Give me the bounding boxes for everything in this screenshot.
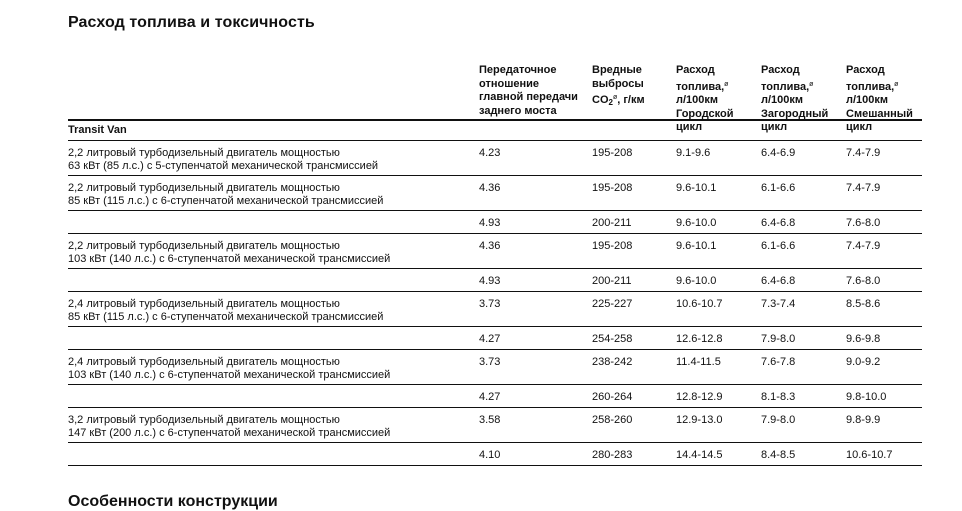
engine-description-line1: 2,4 литровый турбодизельный двигатель мощностью [68, 298, 340, 310]
row-divider [68, 442, 922, 443]
row-divider [68, 465, 922, 466]
header-co2-main: Вредные выбросы CO [592, 64, 644, 107]
header-gear-ratio-text: Передаточное отношение главной передачи заднего моста [479, 64, 578, 117]
table-cell-mixed: 7.4-7.9 [846, 182, 881, 194]
header-co2-sub: 2 [608, 98, 613, 108]
table-cell-urban: 9.6-10.1 [676, 240, 717, 252]
header-extra-a: Расход топлива, [761, 64, 810, 93]
row-divider [68, 210, 922, 211]
header-urban-sup: ø [724, 80, 729, 88]
table-cell-co2: 200-211 [592, 275, 632, 287]
row-divider [68, 268, 922, 269]
table-cell-ratio: 4.36 [479, 240, 501, 252]
row-divider [68, 233, 922, 234]
table-cell-urban: 14.4-14.5 [676, 449, 723, 461]
engine-description-line2: 147 кВт (200 л.с.) с 6-ступенчатой механической трансмиссией [68, 427, 391, 439]
table-cell-ratio: 3.73 [479, 356, 501, 368]
header-extra-sup: ø [809, 80, 814, 88]
table-cell-mixed: 7.4-7.9 [846, 147, 881, 159]
table-cell-extra: 8.1-8.3 [761, 391, 796, 403]
table-cell-urban: 11.4-11.5 [676, 356, 721, 368]
table-cell-mixed: 10.6-10.7 [846, 449, 893, 461]
table-cell-urban: 9.1-9.6 [676, 147, 711, 159]
row-divider [68, 407, 922, 408]
row-divider [68, 175, 922, 176]
section-divider [68, 140, 922, 141]
table-cell-co2: 260-264 [592, 391, 633, 403]
engine-description-line1: 3,2 литровый турбодизельный двигатель мощностью [68, 414, 340, 426]
header-mixed-b: л/100км Смешанный цикл [846, 94, 913, 134]
row-divider [68, 349, 922, 350]
header-mixed-a: Расход топлива, [846, 64, 895, 93]
engine-description-line1: 2,4 литровый турбодизельный двигатель мощностью [68, 356, 340, 368]
table-cell-urban: 9.6-10.0 [676, 217, 717, 229]
section-label: Transit Van [68, 124, 127, 136]
table-cell-co2: 195-208 [592, 147, 633, 159]
table-cell-urban: 9.6-10.1 [676, 182, 717, 194]
table-cell-extra: 8.4-8.5 [761, 449, 796, 461]
table-cell-urban: 12.8-12.9 [676, 391, 723, 403]
engine-description-line1: 2,2 литровый турбодизельный двигатель мощностью [68, 240, 340, 252]
table-cell-extra: 6.4-6.8 [761, 217, 796, 229]
table-cell-ratio: 4.93 [479, 275, 501, 287]
table-cell-co2: 200-211 [592, 217, 632, 229]
header-divider [68, 119, 922, 121]
row-divider [68, 384, 922, 385]
engine-description-line2: 85 кВт (115 л.с.) с 6-ступенчатой механической трансмиссией [68, 195, 384, 207]
row-divider [68, 291, 922, 292]
header-urban-b: л/100км Городской цикл [676, 94, 734, 134]
table-cell-co2: 258-260 [592, 414, 633, 426]
table-cell-extra: 7.9-8.0 [761, 414, 796, 426]
header-co2-sup: ø [612, 94, 618, 102]
table-cell-mixed: 9.6-9.8 [846, 333, 881, 345]
table-cell-extra: 6.1-6.6 [761, 240, 796, 252]
table-cell-co2: 195-208 [592, 182, 633, 194]
table-cell-ratio: 3.58 [479, 414, 501, 426]
table-cell-ratio: 3.73 [479, 298, 501, 310]
table-cell-extra: 7.6-7.8 [761, 356, 796, 368]
table-cell-urban: 12.9-13.0 [676, 414, 723, 426]
table-cell-extra: 6.4-6.8 [761, 275, 796, 287]
engine-description-line2: 103 кВт (140 л.с.) с 6-ступенчатой механической трансмиссией [68, 253, 391, 265]
header-co2 [592, 51, 662, 110]
table-cell-ratio: 4.36 [479, 182, 501, 194]
table-cell-co2: 254-258 [592, 333, 633, 345]
table-cell-ratio: 4.10 [479, 449, 501, 461]
engine-description-line1: 2,2 литровый турбодизельный двигатель мощностью [68, 182, 340, 194]
table-cell-mixed: 9.8-9.9 [846, 414, 881, 426]
next-section-title: Особенности конструкции [68, 493, 278, 510]
page-title: Расход топлива и токсичность [68, 14, 315, 31]
table-cell-mixed: 9.8-10.0 [846, 391, 887, 403]
table-cell-extra: 7.3-7.4 [761, 298, 796, 310]
engine-description-line1: 2,2 литровый турбодизельный двигатель мощностью [68, 147, 340, 159]
engine-description-line2: 85 кВт (115 л.с.) с 6-ступенчатой механической трансмиссией [68, 311, 384, 323]
table-cell-mixed: 8.5-8.6 [846, 298, 881, 310]
header-urban-a: Расход топлива, [676, 64, 725, 93]
engine-description-line2: 63 кВт (85 л.с.) с 5-ступенчатой механической трансмиссией [68, 160, 379, 172]
table-cell-urban: 10.6-10.7 [676, 298, 723, 310]
table-cell-mixed: 9.0-9.2 [846, 356, 881, 368]
table-cell-ratio: 4.27 [479, 333, 501, 345]
header-extra-urban [761, 51, 839, 134]
row-divider [68, 326, 922, 327]
table-cell-co2: 225-227 [592, 298, 633, 310]
engine-description-line2: 103 кВт (140 л.с.) с 6-ступенчатой механической трансмиссией [68, 369, 391, 381]
table-cell-urban: 12.6-12.8 [676, 333, 723, 345]
table-cell-co2: 195-208 [592, 240, 633, 252]
header-extra-b: л/100км Загородный цикл [761, 94, 829, 134]
table-cell-mixed: 7.4-7.9 [846, 240, 881, 252]
table-cell-extra: 6.1-6.6 [761, 182, 796, 194]
table-cell-ratio: 4.27 [479, 391, 501, 403]
header-mixed-sup: ø [894, 80, 899, 88]
table-cell-ratio: 4.23 [479, 147, 501, 159]
table-cell-extra: 6.4-6.9 [761, 147, 796, 159]
table-cell-mixed: 7.6-8.0 [846, 217, 881, 229]
table-cell-extra: 7.9-8.0 [761, 333, 796, 345]
header-urban [676, 51, 750, 134]
header-mixed [846, 51, 924, 134]
table-cell-urban: 9.6-10.0 [676, 275, 717, 287]
table-cell-co2: 238-242 [592, 356, 633, 368]
header-gear-ratio [479, 51, 584, 118]
header-co2-unit: , г/км [617, 94, 645, 107]
table-cell-mixed: 7.6-8.0 [846, 275, 881, 287]
table-cell-ratio: 4.93 [479, 217, 501, 229]
table-cell-co2: 280-283 [592, 449, 633, 461]
